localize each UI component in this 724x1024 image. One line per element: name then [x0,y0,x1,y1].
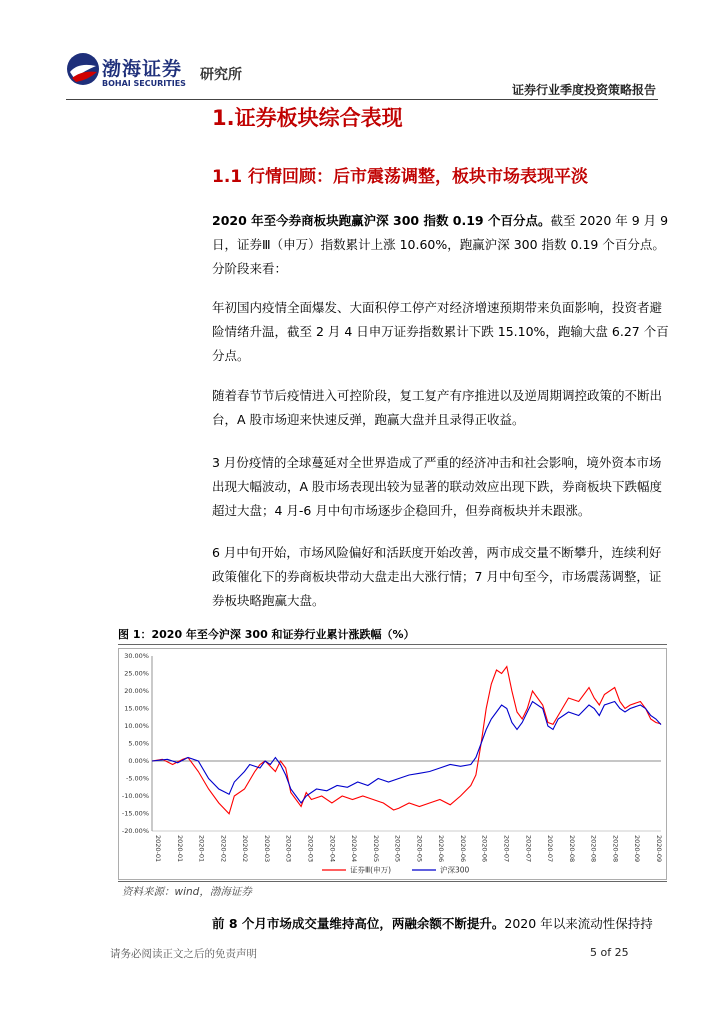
x-tick-label: 2020-01 [197,835,206,863]
legend-label-2: 沪深300 [440,865,470,875]
legend-label-1: 证券Ⅲ(申万) [350,865,392,875]
report-title: 证券行业季度投资策略报告 [511,83,656,97]
figure-bottom-rule [118,881,667,882]
bohai-logo-icon [66,52,100,86]
y-tick-label: 30.00% [124,652,149,661]
y-tick-label: 0.00% [128,757,149,766]
series-line-1 [152,667,661,814]
x-tick-label: 2020-06 [480,835,489,863]
section-heading: 1.证券板块综合表现 [212,106,403,130]
figure-top-rule [118,644,667,645]
x-tick-label: 2020-01 [154,835,162,863]
x-tick-label: 2020-09 [655,835,663,863]
x-tick-label: 2020-04 [328,835,337,863]
x-tick-label: 2020-05 [415,835,424,863]
y-tick-label: -10.00% [121,792,149,801]
x-tick-label: 2020-06 [437,835,446,863]
x-tick-label: 2020-03 [306,835,315,863]
y-tick-label: 15.00% [124,704,149,713]
x-tick-label: 2020-03 [262,835,271,863]
figure-title: 图 1：2020 年至今沪深 300 和证券行业累计涨跌幅（%） [118,628,415,641]
x-tick-label: 2020-08 [589,835,598,863]
y-tick-label: -15.00% [121,809,149,818]
x-tick-label: 2020-03 [284,835,293,863]
paragraph-2: 年初国内疫情全面爆发、大面积停工停产对经济增速预期带来负面影响，投资者避险情绪升温，截至 2 月 4 日申万证券指数累计下跌 15.10%，跑输大盘 6.27 个百分点。 [212,300,669,363]
x-tick-label: 2020-09 [633,835,642,863]
logo [66,52,194,92]
x-tick-label: 2020-07 [524,835,533,863]
y-tick-label: 25.00% [124,669,149,678]
paragraph-1 [212,209,672,281]
paragraph-5: 6 月中旬开始，市场风险偏好和活跃度开始改善，两市成交量不断攀升，连续利好政策催化下的券商板块带动大盘走出大涨行情；7 月中旬至今，市场震荡调整，证券板块略跑赢大盘。 [212,545,662,608]
x-tick-label: 2020-02 [241,835,250,863]
figure-source: 资料来源：wind，渤海证券 [122,886,252,898]
page-number: 5 of 25 [590,946,629,959]
y-tick-label: -5.00% [126,774,149,783]
x-tick-label: 2020-02 [219,835,228,863]
x-tick-label: 2020-05 [393,835,402,863]
y-tick-label: 20.00% [124,687,149,696]
x-tick-label: 2020-04 [350,835,359,863]
paragraph-4: 3 月份疫情的全球蔓延对全世界造成了严重的经济冲击和社会影响，境外资本市场出现大幅波动，A 股市场表现出较为显著的联动效应出现下跌，券商板块下跌幅度超过大盘；4 月-6 月中旬市场逐步企稳回升，但券商板块并未跟涨。 [212,455,663,518]
footer-disclaimer: 请务必阅读正文之后的免责声明 [110,948,257,960]
x-tick-label: 2020-07 [502,835,511,863]
paragraph-6-body: 2020 年以来流动性保持持 [504,916,653,931]
x-tick-label: 2020-06 [458,835,467,863]
header-divider [66,99,658,100]
logo-text-en: BOHAI SECURITIES [102,79,186,88]
y-tick-label: -20.00% [121,827,149,836]
y-tick-label: 5.00% [128,739,149,748]
institute-label: 研究所 [200,67,242,83]
paragraph-1-body: 截至 2020 年 9 月 9 日，证券Ⅲ（申万）指数累计上涨 10.60%，跑赢沪深 300 指数 0.19 个百分点。分阶段来看： [212,213,669,276]
paragraph-1-lead: 2020 年至今券商板块跑赢沪深 300 指数 0.19 个百分点。 [212,213,551,228]
y-tick-label: 10.00% [124,722,149,731]
subsection-heading: 1.1 行情回顾：后市震荡调整，板块市场表现平淡 [212,167,589,187]
x-tick-label: 2020-08 [567,835,576,863]
paragraph-6 [212,912,692,936]
x-tick-label: 2020-07 [546,835,555,863]
x-tick-label: 2020-08 [611,835,620,863]
x-tick-label: 2020-05 [371,835,380,863]
x-tick-label: 2020-01 [175,835,184,863]
series-line-2 [152,702,661,804]
paragraph-6-lead: 前 8 个月市场成交量维持高位，两融余额不断提升。 [212,916,505,931]
cumulative-return-chart [118,648,667,880]
paragraph-3: 随着春节节后疫情进入可控阶段，复工复产有序推进以及逆周期调控政策的不断出台，A 股市场迎来快速反弹，跑赢大盘并且录得正收益。 [212,388,663,427]
logo-text-cn: 渤海证券 [102,58,183,80]
